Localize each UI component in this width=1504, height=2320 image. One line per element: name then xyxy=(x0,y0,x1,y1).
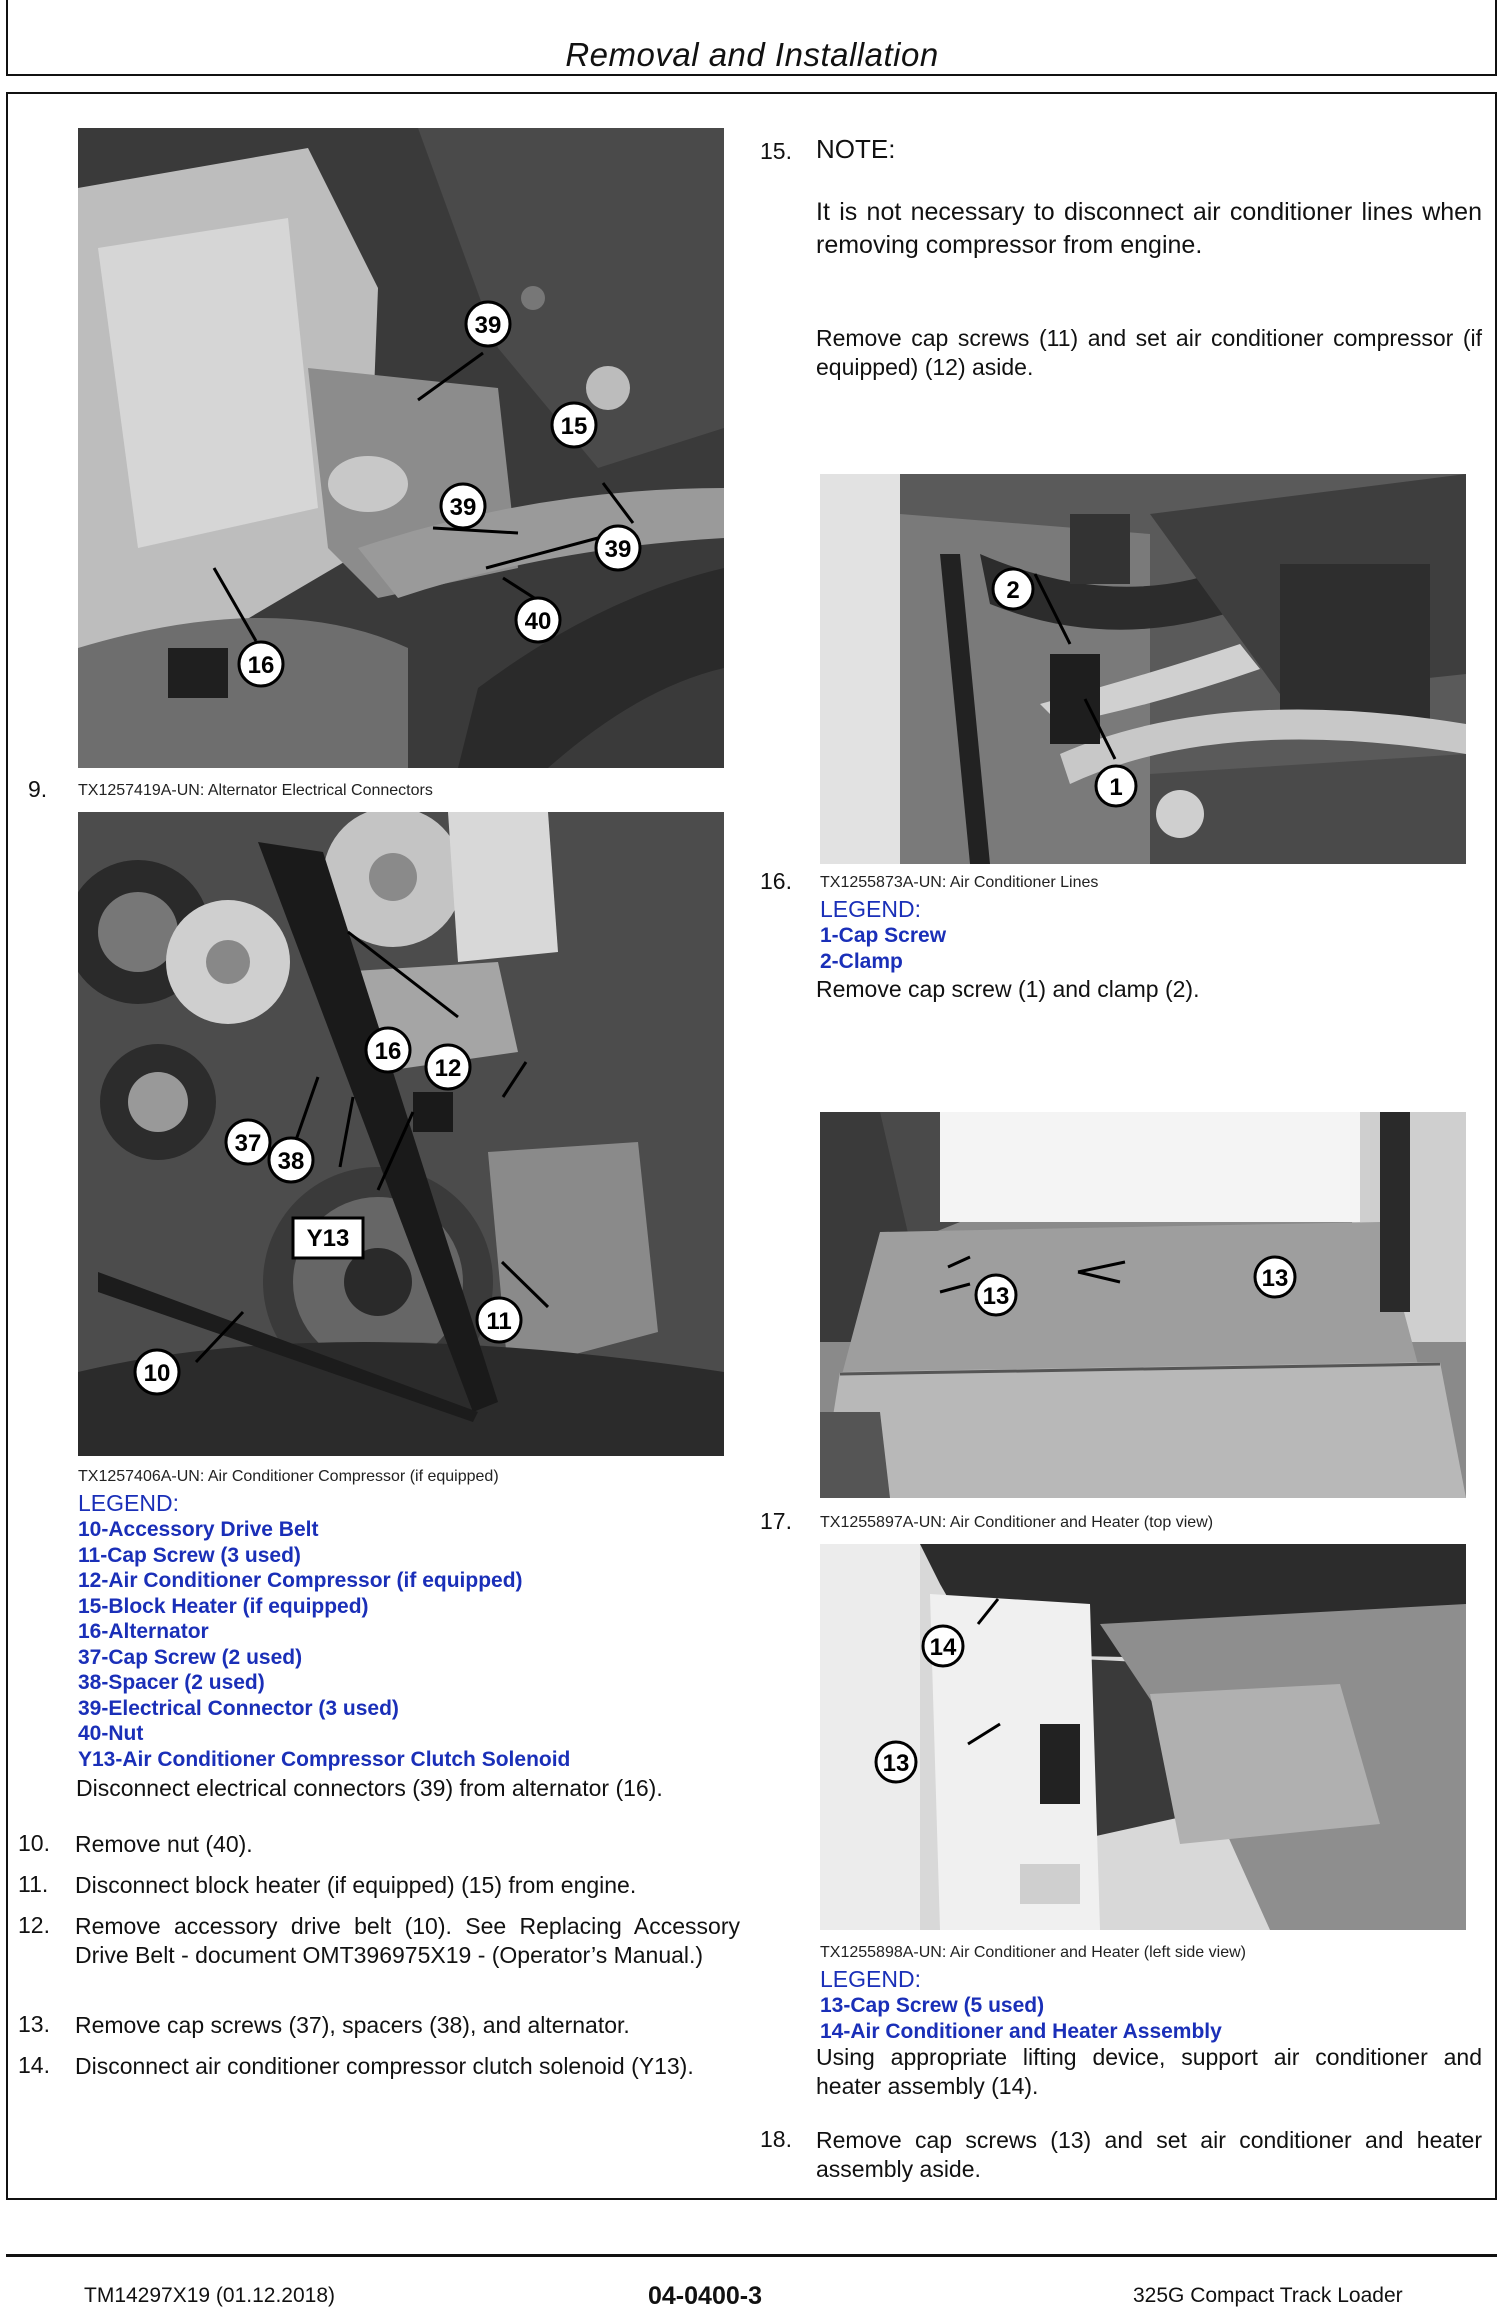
step-number: 12. xyxy=(18,1912,50,1938)
footer-page-number: 04-0400-3 xyxy=(648,2282,762,2310)
callout-label: Y13 xyxy=(306,1225,350,1252)
legend-item: 16-Alternator xyxy=(78,1620,209,1643)
figure-caption: TX1255873A-UN: Air Conditioner Lines xyxy=(820,874,1099,891)
figure-caption: TX1257406A-UN: Air Conditioner Compressor (if equipped) xyxy=(78,1468,499,1485)
callout-label: 10 xyxy=(143,1360,171,1387)
step-number: 15. xyxy=(760,138,792,164)
callout-label: 16 xyxy=(374,1038,402,1065)
figure-caption: TX1255897A-UN: Air Conditioner and Heater (top view) xyxy=(820,1514,1214,1531)
callout-label: 38 xyxy=(277,1148,305,1175)
legend-item: 1-Cap Screw xyxy=(820,924,947,947)
step-number: 18. xyxy=(760,2126,792,2152)
callout-label: 2 xyxy=(1006,577,1020,604)
callout-label: 1 xyxy=(1109,774,1123,801)
step-number: 10. xyxy=(18,1830,50,1856)
step-text: Remove cap screws (37), spacers (38), and alternator. xyxy=(75,2012,630,2038)
legend-heading: LEGEND: xyxy=(820,1966,921,1992)
legend-item: 2-Clamp xyxy=(820,949,903,973)
compressor-photo xyxy=(78,812,724,1456)
step-number: 14. xyxy=(18,2052,50,2078)
ac-heater-side-view-photo xyxy=(820,1544,1466,1930)
step-text: Disconnect air conditioner compressor clutch solenoid (Y13). xyxy=(75,2053,694,2079)
footer-product: 325G Compact Track Loader xyxy=(1133,2284,1403,2307)
step-number: 13. xyxy=(18,2011,50,2037)
note-text: It is not necessary to disconnect air conditioner lines when removing compressor from engine. xyxy=(816,198,1482,259)
callout-label: 12 xyxy=(434,1055,462,1082)
step-text: Remove cap screws (13) and set air conditioner and heater assembly aside. xyxy=(816,2127,1482,2182)
step-number: 9. xyxy=(28,776,48,802)
legend-item: 14-Air Conditioner and Heater Assembly xyxy=(820,2019,1222,2043)
callout-label: 11 xyxy=(486,1308,512,1335)
legend-list xyxy=(78,1517,570,1772)
footer-doc-id: TM14297X19 (01.12.2018) xyxy=(84,2284,336,2307)
callout-label: 39 xyxy=(474,312,502,339)
legend-list xyxy=(820,923,946,974)
footer-rule xyxy=(6,2254,1497,2257)
legend-item: 10-Accessory Drive Belt xyxy=(78,1518,319,1541)
figure-caption: TX1255898A-UN: Air Conditioner and Heater (left side view) xyxy=(820,1944,1246,1961)
step-text: Remove accessory drive belt (10). See Replacing Accessory Drive Belt - document OMT396975X19 - (Operator’s Manual.) xyxy=(75,1913,740,1968)
legend-heading: LEGEND: xyxy=(78,1490,179,1516)
step-text: Remove cap screws (11) and set air conditioner compressor (if equipped) (12) aside. xyxy=(816,325,1482,380)
step-number: 17. xyxy=(760,1508,792,1534)
note-heading: NOTE: xyxy=(816,134,896,164)
callout-label: 13 xyxy=(882,1750,910,1777)
legend-item: 11-Cap Screw (3 used) xyxy=(78,1543,301,1567)
step-text: Remove nut (40). xyxy=(75,1831,253,1857)
alternator-photo xyxy=(78,128,724,768)
legend-item: 38-Spacer (2 used) xyxy=(78,1671,265,1694)
legend-item: 40-Nut xyxy=(78,1722,144,1745)
page-title: Removal and Installation xyxy=(565,36,939,73)
step-number: 11. xyxy=(18,1871,49,1897)
step-text: Remove cap screw (1) and clamp (2). xyxy=(816,976,1200,1002)
callout-label: 13 xyxy=(1261,1265,1289,1292)
callout-label: 15 xyxy=(560,413,588,440)
callout-label: 40 xyxy=(524,608,552,635)
legend-heading: LEGEND: xyxy=(820,896,921,922)
legend-item: 13-Cap Screw (5 used) xyxy=(820,1994,1045,2017)
step-number: 16. xyxy=(760,868,792,894)
legend-list xyxy=(820,1993,1222,2044)
legend-item: 15-Block Heater (if equipped) xyxy=(78,1594,369,1618)
step-text: Disconnect block heater (if equipped) (15) from engine. xyxy=(75,1872,637,1898)
step-text: Using appropriate lifting device, support air conditioner and heater assembly (14). xyxy=(816,2044,1482,2099)
callout-label: 13 xyxy=(982,1283,1010,1310)
legend-item: 37-Cap Screw (2 used) xyxy=(78,1645,303,1669)
callout-label: 39 xyxy=(604,536,632,563)
legend-item: 39-Electrical Connector (3 used) xyxy=(78,1696,399,1720)
ac-heater-top-view-photo xyxy=(820,1112,1466,1498)
air-conditioner-lines-photo xyxy=(820,474,1466,864)
figure-caption: TX1257419A-UN: Alternator Electrical Connectors xyxy=(78,782,433,799)
step-text: Disconnect electrical connectors (39) from alternator (16). xyxy=(76,1775,663,1801)
callout-label: 37 xyxy=(234,1130,262,1157)
legend-item: Y13-Air Conditioner Compressor Clutch Solenoid xyxy=(78,1747,571,1771)
callout-label: 14 xyxy=(929,1634,957,1661)
callout-label: 39 xyxy=(449,494,477,521)
callout-label: 16 xyxy=(247,652,275,679)
legend-item: 12-Air Conditioner Compressor (if equipped) xyxy=(78,1569,523,1592)
